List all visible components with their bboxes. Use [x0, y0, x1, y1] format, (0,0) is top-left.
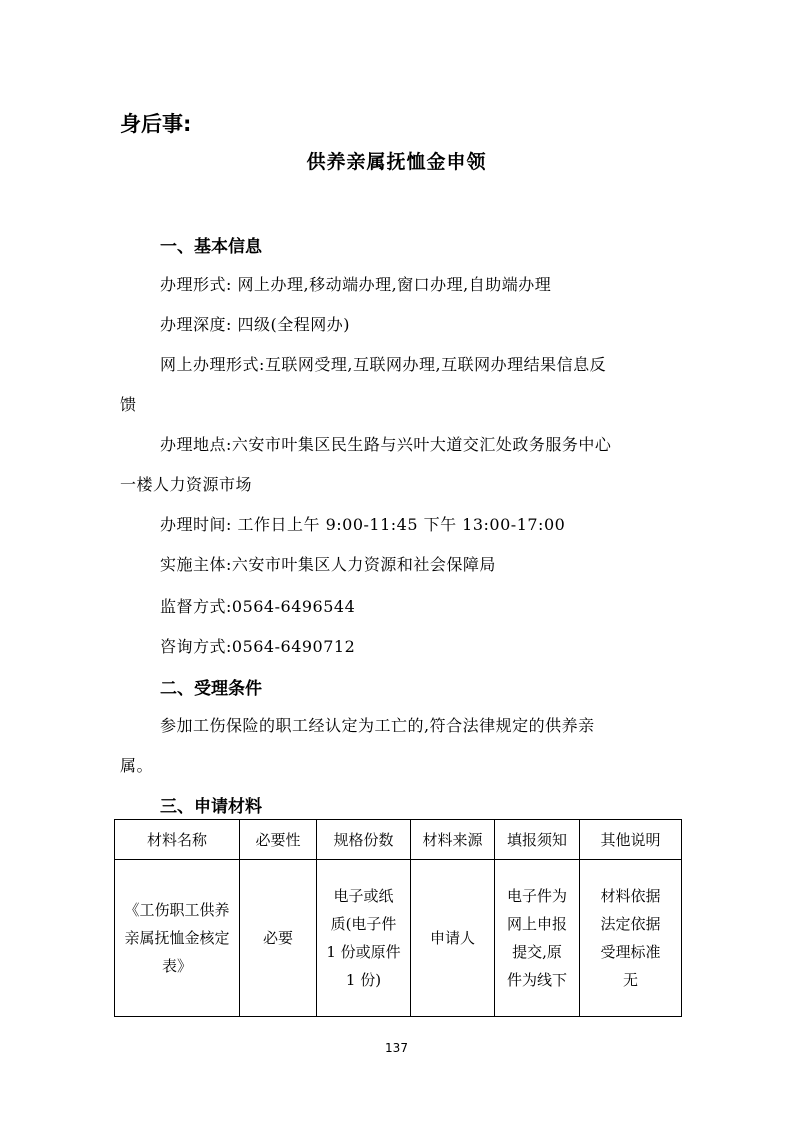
conditions-line2: 属。 — [120, 756, 154, 775]
materials-table — [114, 819, 682, 1017]
online-form-line2: 馈 — [120, 395, 137, 414]
online-form-line1: 网上办理形式:互联网受理,互联网办理,互联网办理结果信息反 — [160, 355, 607, 374]
column-header: 材料名称 — [115, 820, 240, 860]
consult-phone: 咨询方式:0564-6490712 — [160, 637, 356, 656]
materials-heading: 三、申请材料 — [160, 797, 262, 817]
section-heading: 身后事: — [120, 112, 192, 136]
spec-cell: 电子或纸 质(电子件 1 份或原件 1 份) — [317, 860, 411, 1017]
necessity-cell: 必要 — [240, 860, 317, 1017]
location-line2: 一楼人力资源市场 — [120, 475, 253, 494]
column-header: 规格份数 — [317, 820, 411, 860]
supervision-phone: 监督方式:0564-6496544 — [160, 597, 356, 616]
office-hours: 办理时间: 工作日上午 9:00-11:45 下午 13:00-17:00 — [160, 515, 566, 534]
conditions-line1: 参加工伤保险的职工经认定为工亡的,符合法律规定的供养亲 — [160, 716, 595, 735]
column-header: 必要性 — [240, 820, 317, 860]
handling-form: 办理形式: 网上办理,移动端办理,窗口办理,自助端办理 — [160, 275, 552, 294]
handling-depth: 办理深度: 四级(全程网办) — [160, 315, 350, 334]
column-header: 其他说明 — [580, 820, 682, 860]
column-header: 填报须知 — [495, 820, 580, 860]
table-header-row — [115, 820, 682, 860]
column-header: 材料来源 — [411, 820, 495, 860]
source-cell: 申请人 — [411, 860, 495, 1017]
material-name-cell: 《工伤职工供养 亲属抚恤金核定 表》 — [115, 860, 240, 1017]
implementing-agency: 实施主体:六安市叶集区人力资源和社会保障局 — [160, 555, 496, 574]
page-number: 137 — [385, 1041, 408, 1055]
location-line1: 办理地点:六安市叶集区民生路与兴叶大道交汇处政务服务中心 — [160, 435, 612, 454]
conditions-heading: 二、受理条件 — [160, 679, 262, 699]
notes-cell: 电子件为 网上申报 提交,原 件为线下 — [495, 860, 580, 1017]
document-title: 供养亲属抚恤金申领 — [306, 151, 487, 173]
other-cell: 材料依据 法定依据 受理标准 无 — [580, 860, 682, 1017]
table-row — [115, 860, 682, 1017]
basic-info-heading: 一、基本信息 — [160, 237, 262, 257]
